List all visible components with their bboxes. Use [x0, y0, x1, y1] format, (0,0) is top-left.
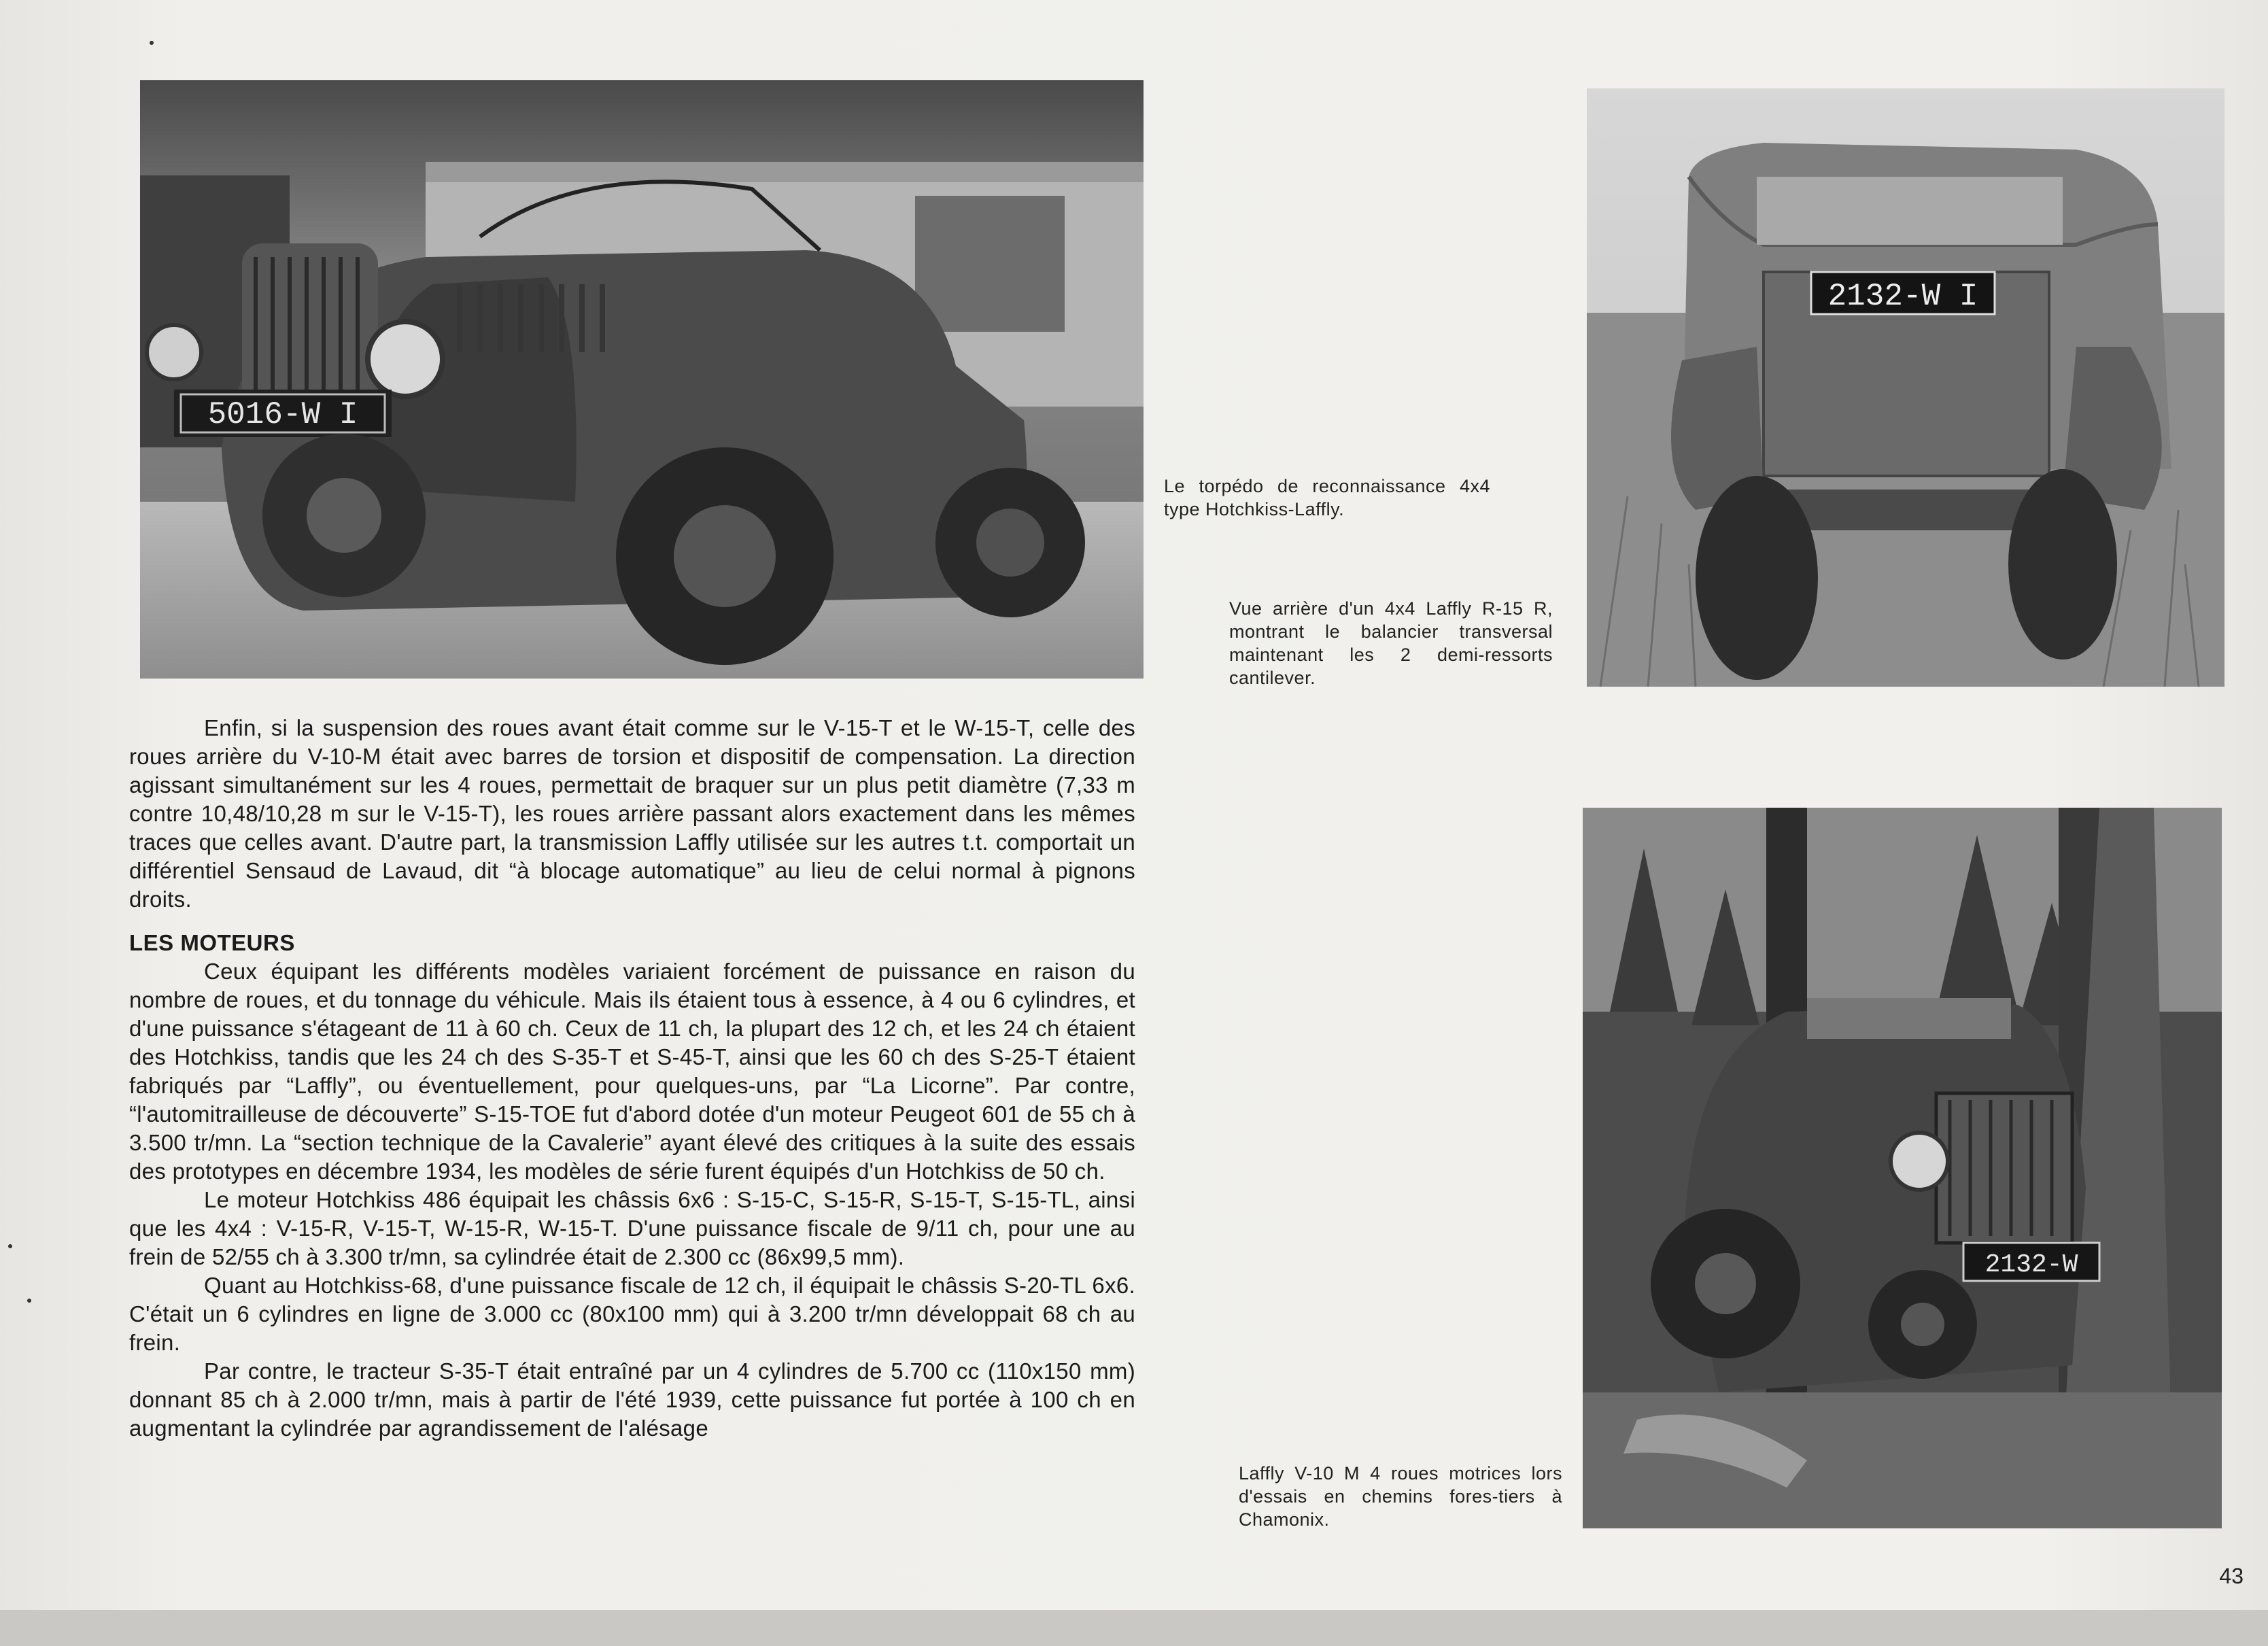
paragraph: Par contre, le tracteur S-35-T était entraîné par un 4 cylindres de 5.700 cc (110x150 mm) donnant 85 ch à 2.000 tr/mn, mais à partir de l'été 1939, cette puissance fut portée à 100 ch en augmentant la cylindrée par agrandissement de l'alésage [129, 1358, 1135, 1441]
paragraph: Quant au Hotchkiss-68, d'une puissance fiscale de 12 ch, il équipait le châssis S-20-TL 6x6. C'était un 6 cylindres en ligne de 3.000 cc (80x100 mm) qui à 3.200 tr/mn développait 68 ch au frein. [129, 1273, 1135, 1355]
plate-text-rear: 2132-W I [1827, 279, 1978, 314]
paragraph: Ceux équipant les différents modèles variaient forcément de puissance en raison du nombre de roues, et du tonnage du véhicule. Mais ils étaient tous à essence, à 4 ou 6 cylindres, et d'une puissance s'étageant de 11 à 60 ch. Ceux de 11 ch, la plupart des 12 ch, et les 24 ch étaient des Hotchkiss, tandis que les 24 ch des S-35-T et S-45-T, ainsi que les 60 ch des S-25-T étaient fabriqués par “Laffly”, ou éventuellement, pour quelques-uns, par “La Licorne”. Par contre, “l'automitrailleuse de découverte” S-15-TOE fut d'abord dotée d'un moteur Peugeot 601 de 55 ch à 3.500 tr/mn. La “section technique de la Cavalerie” ayant élevé des critiques à la suite des essais des prototypes en décembre 1934, les modèles de série furent équipés d'un Hotchkiss de 50 ch. [129, 959, 1135, 1184]
speck [8, 1244, 12, 1248]
caption-forest: Laffly V-10 M 4 roues motrices lors d'essais en chemins fores-tiers à Chamonix. [1239, 1463, 1562, 1530]
paragraph: Le moteur Hotchkiss 486 équipait les châssis 6x6 : S-15-C, S-15-R, S-15-T, S-15-TL, ainsi que les 4x4 : V-15-R, V-15-T, W-15-R, W-15-T. D'une puissance fiscale de 9/11 ch, pour une au frein de 52/55 ch à 3.300 tr/mn, sa cylindrée était de 2.300 cc (86x99,5 mm). [129, 1187, 1135, 1269]
plate-text-forest: 2132-W [1984, 1250, 2078, 1280]
photo-rear-view [1587, 88, 2224, 687]
speck [150, 41, 154, 45]
photo-torpedo [140, 80, 1144, 679]
caption-rear-view: Vue arrière d'un 4x4 Laffly R-15 R, montrant le balancier transversal maintenant les 2 demi-ressorts cantilever. [1229, 598, 1553, 688]
page-number: 43 [2219, 1564, 2244, 1588]
section-heading: LES MOTEURS [129, 930, 295, 955]
caption-torpedo: Le torpédo de reconnaissance 4x4 type Hotchkiss-Laffly. [1164, 476, 1490, 519]
paragraph: Enfin, si la suspension des roues avant était comme sur le V-15-T et le W-15-T, celle des roues arrière du V-10-M était avec barres de torsion et dispositif de compensation. La direction agissant simultanément sur les 4 roues, permettait de braquer sur un plus petit diamètre (7,33 m contre 10,48/10,28 m sur le V-15-T), les roues arrière passant alors exactement dans les mêmes traces que celles avant. D'autre part, la transmission Laffly utilisée sur les autres t.t. comportait un différentiel Sensaud de Lavaud, dit “à blocage automatique” au lieu de celui normal à pignons droits. [129, 715, 1135, 912]
plate-text-torpedo: 5016-W I [207, 397, 358, 432]
photo-forest [1583, 808, 2222, 1528]
speck [27, 1299, 31, 1303]
page-edge [0, 1610, 2268, 1646]
article-body [129, 714, 1135, 1443]
